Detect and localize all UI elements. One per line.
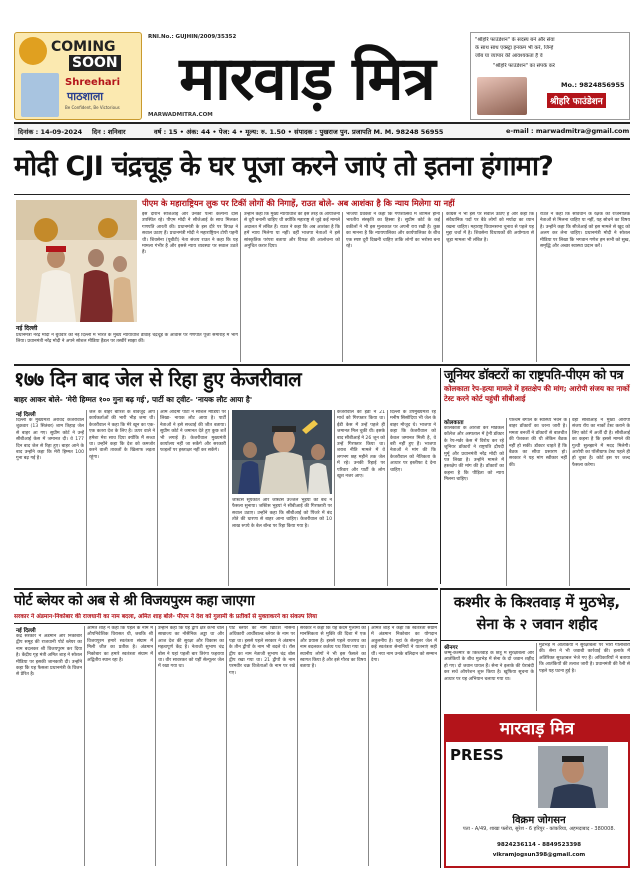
story2-body-col6: दिल्ली के उपमुख्यमंत्री रहे मनीष सिसोदिया भी जेल के बाहर मौजूद थे। भाजपा ने कहा कि केजरीवाल को केवल जमानत मिली है, वे बरी नहीं हुए हैं। भाजपा नेताओं ने मांग की कि केजरीवाल को नैतिकता के आधार पर इस्तीफा दे देना चाहिए। [390, 410, 436, 473]
story5-headline: पोर्ट ब्लेयर को अब से श्री विजयपुरम कहा जाएगा [14, 593, 255, 609]
press-ad-logo: मारवाड़ मित्र [446, 716, 628, 742]
press-ad-phone: 9824236114 - 8849523398 [496, 842, 582, 848]
website: MARWADMITRA.COM [148, 112, 213, 118]
story2-body-col3: आम आदमी पार्टी ने सोशल मीडिया पर लिखा- नायक लौट आया है। पार्टी नेताओं ने इसे सच्चाई की जीत बताया। सुप्रीम कोर्ट ने जमानत देते हुए कुछ शर्तें भी लगाई हैं। केजरीवाल मुख्यमंत्री कार्यालय नहीं जा सकेंगे और सरकारी फाइलों पर हस्ताक्षर नहीं कर सकेंगे। [160, 410, 226, 454]
ad-brand: Shreehari [65, 77, 121, 88]
story1-caption: प्रधानमंत्री नरेंद्र मोदी ने बुधवार को नई दिल्ली में भारत के मुख्य न्यायाधीश डीवाई चंद्रचूड़ के आवास पर गणपति पूजा समारोह में भाग लिया। प्रधानमंत्री नरेंद्र मोदी ने अपने सोशल मीडिया हैंडल पर तस्वीरें साझा कीं। [16, 333, 238, 345]
story5-body-col6: अमित शाह ने कहा कि स्वतंत्रता संग्राम में अंडमान निकोबार का योगदान अतुलनीय है। यहां के सेल्यूलर जेल में कई स्वतंत्रता सेनानियों ने यातनाएं सही थीं। नया नाम उनके बलिदान को सम्मान देगा। [371, 626, 437, 664]
ad-foundation-mo: Mo.: 9824856955 [561, 81, 625, 89]
story2-body-col1: दिल्ली के मुख्यमंत्री अरविंद केजरीवाल शुक्रवार (13 सितंबर) शाम तिहाड़ जेल से बाहर आ गए। सुप्रीम कोर्ट ने उन्हें सीबीआई केस में जमानत दी। वे 177 दिन बाद जेल से रिहा हुए। बाहर आने के बाद उन्होंने कहा कि मेरी हिम्मत 100 गुना बढ़ गई है। [16, 418, 84, 462]
story1-caption-title: नई दिल्ली [16, 325, 38, 332]
story2-body-col2: जेल के बाहर बारिश के बावजूद आप कार्यकर्ताओं की भारी भीड़ जमा थी। केजरीवाल ने कहा कि मेरे खून का एक-एक कतरा देश के लिए है। ऊपर वाले ने हमेशा मेरा साथ दिया क्योंकि मैं सच्चा था। उन्होंने कहा कि देश को कमजोर करने वाली ताकतों के खिलाफ लड़ता रहूंगा। [89, 410, 155, 460]
newspaper-logo: मारवाड़ मित्र [179, 44, 435, 114]
story3-body-col3: वहीं सीबीआई ने मुख्य आरोपी संजय रॉय का नार्को टेस्ट कराने के लिए कोर्ट में अर्जी दी है। सीबीआई का कहना है कि इससे मामले की गुत्थी सुलझाने में मदद मिलेगी। आरोपी का पॉलीग्राफ टेस्ट पहले ही हो चुका है। कोर्ट इस पर जल्द फैसला करेगा। [572, 418, 630, 468]
press-ad-press: PRESS [450, 746, 504, 764]
ad-foundation [470, 32, 630, 120]
ad-foundation-brand: श्रीहरि फाउंडेशन [547, 93, 606, 108]
press-ad-address: पता - A/49, शाखा फ्लोरा, सुरेश - 6 हरिपुर - कांकरिया, अहमदाबाद - 380008. [462, 826, 616, 832]
story5-body-col4: पोर्ट ब्लेयर का नाम ब्रिटिश नौसेना अधिकारी आर्चीबाल्ड ब्लेयर के नाम पर पड़ा था। इससे पहले सरकार ने अंडमान के तीन द्वीपों के नाम भी बदले थे। रॉस द्वीप का नाम नेताजी सुभाष चंद्र बोस द्वीप रखा गया था। 21 द्वीपों के नाम परमवीर चक्र विजेताओं के नाम पर रखे गए। [229, 626, 295, 676]
story4-body-col2: मुठभेड़ में आतंकियों ने सुरक्षाबलों पर भारी गोलीबारी की। सेना ने भी जवाबी कार्रवाई की। इलाके में अतिरिक्त सुरक्षाबल भेजे गए हैं। अधिकारियों ने बताया कि आतंकियों की तलाश जारी है। प्रधानमंत्री की रैली से पहले यह घटना हुई है। [539, 643, 630, 674]
ad-foundation-line1: "श्रीहरि फाउंडेशन" के सदस्य बनें और सेवा [475, 37, 555, 43]
story4-headline: कश्मीर के किश्तवाड़ में मुठभेड़, सेना के २ जवान शहीद [453, 594, 621, 633]
story1-body-col3: भाजपा प्रवक्ता ने कहा कि गणेशोत्सव में शामिल होना भारतीय संस्कृति का हिस्सा है। सुप्रीम कोर्ट के कई वकीलों ने भी इस मुलाकात पर अपनी राय रखी है। कुछ का मानना है कि न्यायपालिका और कार्यपालिका के बीच एक स्पष्ट दूरी दिखनी चाहिए ताकि लोगों का भरोसा बना रहे। [346, 212, 440, 250]
story1-subhead: पीएम के महाराष्ट्रियन लुक पर टिकीं लोगों की निगाहें, राउत बोले- अब आशंका है कि न्याय मिलेगा या नहीं [142, 198, 455, 208]
press-ad-photo [538, 746, 608, 808]
story2-body-col4: जस्टिस सूर्यकांत और जस्टिस उज्जल भुइयां की बेंच ने फैसला सुनाया। जस्टिस भुइयां ने सीबीआई की गिरफ्तारी पर सवाल उठाए। उन्होंने कहा कि सीबीआई को पिंजरे में बंद तोते की धारणा से बाहर आना चाहिए। केजरीवाल को 10 लाख रुपये के बेल बॉन्ड पर रिहा किया गया है। [232, 498, 332, 529]
story5-body-col1: केंद्र सरकार ने अंडमान और निकोबार द्वीप समूह की राजधानी पोर्ट ब्लेयर का नाम बदलकर श्री विजयपुरम कर दिया है। केंद्रीय गृह मंत्री अमित शाह ने सोशल मीडिया पर इसकी जानकारी दी। उन्होंने कहा कि यह फैसला प्रधानमंत्री के विजन से प्रेरित है। [16, 634, 82, 678]
ad-coming-soon [14, 32, 142, 120]
story2-subhead: बाहर आकर बोले- 'मेरी हिम्मत १०० गुना बढ़ गई', पार्टी का ट्वीट- 'नायक लौट आया है' [14, 395, 253, 404]
story1-body-col2: उन्होंने कहा कि मुख्य न्यायाधीश को इस तरह के आयोजनों से दूरी बनानी चाहिए थी क्योंकि महाराष्ट्र से जुड़े कई मामले अदालत में लंबित हैं। राउत ने कहा कि अब आशंका है कि हमें न्याय मिलेगा या नहीं। वहीं भाजपा नेताओं ने इसे सांस्कृतिक परंपरा बताया और विपक्ष की आलोचना को अनुचित करार दिया। [244, 212, 340, 250]
info-bar [14, 122, 630, 140]
story2-photo [232, 410, 332, 494]
press-ad-name: विक्रम जोगसन [512, 815, 566, 826]
press-ad [444, 714, 630, 868]
rni-number: RNI.No.: GUJHIN/2009/35352 [148, 34, 237, 40]
story5-body-col2: अमित शाह ने कहा कि पहले के नाम में औपनिवेशिक विरासत थी, जबकि श्री विजयपुरम हमारे स्वतंत्रता संग्राम में मिली जीत का प्रतीक है। अंडमान निकोबार का हमारे स्वतंत्रता संग्राम में अद्वितीय स्थान रहा है। [87, 626, 153, 664]
issue-day: दिन : शनिवार [92, 128, 126, 136]
ad-coming-title: COMING [51, 39, 116, 55]
story4-dateline: श्रीनगर [444, 645, 458, 651]
issue-meta: वर्ष : 15 • अंक: 44 • पेज: 4 • मूल्य: रु. 1.50 • संपादक : पुखराज पुन. प्रजापति M. M. 98248 56955 [154, 128, 444, 136]
press-ad-email: vikramjogsun398@gmail.com [492, 852, 586, 858]
issue-email: e-mail : marwadmitra@gmail.com [506, 127, 630, 135]
story1-headline: मोदी CJI चंद्रचूड़ के घर पूजा करने जाएं तो इतना हंगामा? [14, 151, 554, 182]
story5-dateline: नई दिल्ली [16, 628, 36, 634]
story4-body-col1: जम्मू-कश्मीर के किश्तवाड़ के छत्रू में सुरक्षाबलों और आतंकियों के बीच मुठभेड़ में सेना के दो जवान शहीद हो गए। दो जवान घायल हैं। सेना ने इलाके की घेराबंदी कर सर्च ऑपरेशन शुरू किया है। खुफिया सूचना के आधार पर यह अभियान चलाया गया था। [444, 651, 534, 682]
story5-subhead: सरकार ने अंडमान-निकोबार की राजधानी का नाम बदला, अमित शाह बोले- पीएम ने देश को गुलामी के प्रतीकों से मुक्ताकरने का संकल्प लिया [14, 614, 318, 620]
story5-body-col5: सरकार ने कहा कि यह कदम गुलामी की मानसिकता से मुक्ति की दिशा में एक और प्रयास है। इससे पहले राजपथ का नाम बदलकर कर्तव्य पथ किया गया था। स्थानीय लोगों ने भी इस फैसले का स्वागत किया है और इसे गौरव का विषय बताया है। [300, 626, 366, 670]
story1-body-col4: कांग्रेस ने भी इस पर सवाल उठाए हैं और कहा कि संवैधानिक पदों पर बैठे लोगों को मर्यादा का ध्यान रखना चाहिए। महाराष्ट्र विधानसभा चुनाव से पहले यह मुद्दा चर्चा में है। शिवसेना विधायकों की अयोग्यता से जुड़ा मामला भी लंबित है। [446, 212, 534, 243]
story2-dateline: नई दिल्ली [16, 412, 36, 418]
story2-headline: १७७ दिन बाद जेल से रिहा हुए केजरीवाल [14, 367, 302, 391]
issue-date: दिनांक : 14-09-2024 [18, 128, 83, 136]
ad-foundation-line2: के साथ साथ एक्स्ट्रा इनकम भी करें, जिन्हें [475, 45, 554, 51]
ad-brand-hindi: पाठशाला [67, 90, 104, 103]
story3-subhead: कोलकाता रेप-हत्या मामले में हस्तक्षेप की मांग; आरोपी संजय का नार्को टेस्ट करने कोर्ट पहुंची सीबीआई [444, 384, 630, 403]
ad-foundation-line4: "श्रीहरि फाउंडेशन" का संपर्क करें [493, 63, 555, 69]
story3-body-col1: कोलकाता के आरजी कर मेडिकल कॉलेज और अस्पताल में ट्रेनी डॉक्टर के रेप-मर्डर केस में विरोध कर रहे जूनियर डॉक्टरों ने राष्ट्रपति द्रौपदी मुर्मू और प्रधानमंत्री नरेंद्र मोदी को पत्र लिखा है। उन्होंने मामले में हस्तक्षेप की मांग की है। डॉक्टरों का कहना है कि पीड़िता को न्याय मिलना चाहिए। [444, 426, 504, 483]
ad-coming-subtitle: SOON [69, 55, 121, 71]
story3-dateline: कोलकाता [444, 420, 464, 426]
story2-body-col5: केजरीवाल को ईडी ने 21 मार्च को गिरफ्तार किया था। ईडी केस में उन्हें पहले ही जमानत मिल चुकी थी। इसके बाद सीबीआई ने 26 जून को उन्हें गिरफ्तार किया था। शराब नीति मामले में वे लगभग छह महीने तक जेल में रहे। उनकी रिहाई पर परिवार और पार्टी के लोग खुश नजर आए। [337, 410, 385, 480]
story3-headline: जूनियर डॉक्टरों का राष्ट्रपति-पीएम को पत्र [444, 367, 624, 382]
story1-body-col1: इस दौरान सीजेआई और उनकी पत्नी कल्पना दास उपस्थित रहे। पीएम मोदी ने सीजेआई के साथ मिलकर गणपति आरती की। प्रधानमंत्री के इस दौरे पर विपक्ष ने सवाल उठाए हैं। प्रधानमंत्री मोदी ने महाराष्ट्रियन टोपी पहनी थी। शिवसेना (यूबीटी) नेता संजय राउत ने कहा कि यह मामला गंभीर है और इससे न्याय व्यवस्था पर सवाल उठते हैं। [142, 212, 238, 256]
story3-body-col2: पश्चिम बंगाल के स्वास्थ्य भवन के बाहर डॉक्टरों का धरना जारी है। ममता बनर्जी ने डॉक्टरों से बातचीत की पेशकश की थी लेकिन बैठक नहीं हो सकी। डॉक्टर चाहते हैं कि बैठक का सीधा प्रसारण हो। सरकार ने यह मांग स्वीकार नहीं की। [509, 418, 567, 468]
ad-foundation-line3: जॉब या व्यापार की आवश्यकता है वे [475, 53, 543, 59]
story1-body-col5: राउत ने कहा कि संविधान के रक्षक को राजनीतिक नेताओं से मिलना चाहिए या नहीं, यह सोचने का विषय है। उन्होंने कहा कि सीजेआई को इस मामले से खुद को अलग कर लेना चाहिए। प्रधानमंत्री मोदी ने सोशल मीडिया पर लिखा कि भगवान गणेश हम सभी को सुख, समृद्धि और अच्छा स्वास्थ्य प्रदान करें। [540, 212, 630, 250]
story5-body-col3: उन्होंने कहा कि यह द्वीप क्षेत्र कभी चोल साम्राज्य का नौसैनिक अड्डा था और आज देश की सुरक्षा और विकास का महत्वपूर्ण केंद्र है। नेताजी सुभाष चंद्र बोस ने यहां पहली बार तिरंगा फहराया था। वीर सावरकर को यहीं सेल्यूलर जेल में रखा गया था। [158, 626, 224, 670]
ad-tagline: Be Confident, Be Victorious [65, 105, 120, 110]
story1-photo [16, 200, 137, 322]
